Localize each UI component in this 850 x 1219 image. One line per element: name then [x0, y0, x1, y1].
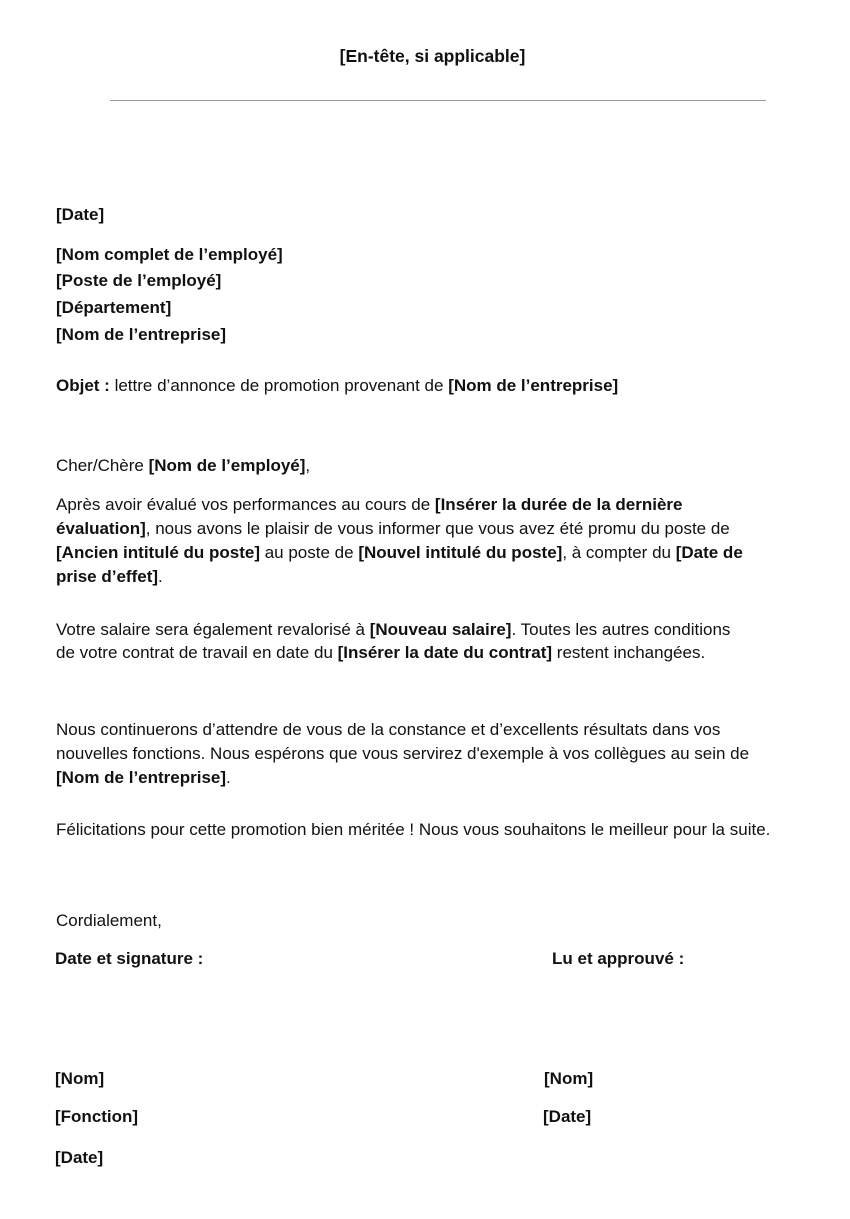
header-title: [En-tête, si applicable] — [339, 46, 526, 66]
recipient-company: [Nom de l’entreprise] — [56, 325, 227, 344]
signature-left-date: [Date] — [55, 1148, 104, 1167]
para1-text-5: . — [158, 567, 163, 586]
signature-right-date: [Date] — [543, 1107, 592, 1126]
greeting-text: Cher/Chère — [56, 456, 149, 475]
para1-new-title: [Nouvel intitulé du poste] — [358, 543, 563, 562]
subject-label: Objet : — [56, 376, 110, 395]
header-divider — [110, 100, 766, 101]
paragraph-salary — [56, 618, 746, 664]
para3-company: [Nom de l’entreprise] — [56, 768, 227, 787]
paragraph-congratulations — [56, 818, 771, 842]
para1-text-3: au poste de — [260, 543, 359, 562]
para2-new-salary: [Nouveau salaire] — [369, 620, 512, 639]
subject-company: [Nom de l’entreprise] — [448, 376, 619, 395]
para1-text-4: , à compter du — [562, 543, 676, 562]
recipient-department: [Département] — [56, 298, 172, 317]
para3-text-2: . — [226, 768, 231, 787]
closing: Cordialement, — [56, 911, 162, 930]
para4-text-1: Félicitations pour cette promotion bien méritée ! Nous vous souhaitons le meilleur pour la suite. — [56, 820, 771, 839]
signature-left-label: Date et signature : — [55, 949, 204, 968]
signature-right-label: Lu et approuvé : — [552, 949, 685, 968]
para2-contract-date: [Insérer la date du contrat] — [337, 643, 553, 662]
para1-old-title: [Ancien intitulé du poste] — [56, 543, 260, 562]
signature-right-name: [Nom] — [544, 1069, 594, 1088]
letter-date: [Date] — [56, 205, 105, 224]
para3-text-1: Nous continuerons d’attendre de vous de la constance et d’excellents résultats dans vos nouvelles fonctions. Nous espérons que vous servirez d'exemple à vos collègues au sein de — [56, 720, 750, 763]
para1-text-1: Après avoir évalué vos performances au cours de — [56, 495, 435, 514]
recipient-full-name: [Nom complet de l’employé] — [56, 245, 283, 264]
signature-left-name: [Nom] — [55, 1069, 105, 1088]
paragraph-promotion — [56, 493, 772, 589]
para2-text-3: restent inchangées. — [552, 643, 706, 662]
para1-effective-date: [Date de prise d’effet] — [56, 543, 743, 586]
paragraph-expectations — [56, 718, 766, 790]
para1-evaluation-duration: [Insérer la durée de la dernière évaluation] — [56, 495, 683, 538]
para1-text-2: , nous avons le plaisir de vous informer que vous avez été promu du poste de — [145, 519, 730, 538]
subject-text: lettre d’annonce de promotion provenant de — [109, 376, 449, 395]
subject-line — [56, 374, 796, 398]
greeting — [56, 454, 796, 478]
greeting-name: [Nom de l’employé] — [148, 456, 306, 475]
para2-text-1: Votre salaire sera également revalorisé à — [56, 620, 370, 639]
signature-left-function: [Fonction] — [55, 1107, 139, 1126]
greeting-punct: , — [305, 456, 311, 475]
para2-text-2: . Toutes les autres conditions de votre contrat de travail en date du — [56, 620, 731, 662]
recipient-position: [Poste de l’employé] — [56, 271, 222, 290]
